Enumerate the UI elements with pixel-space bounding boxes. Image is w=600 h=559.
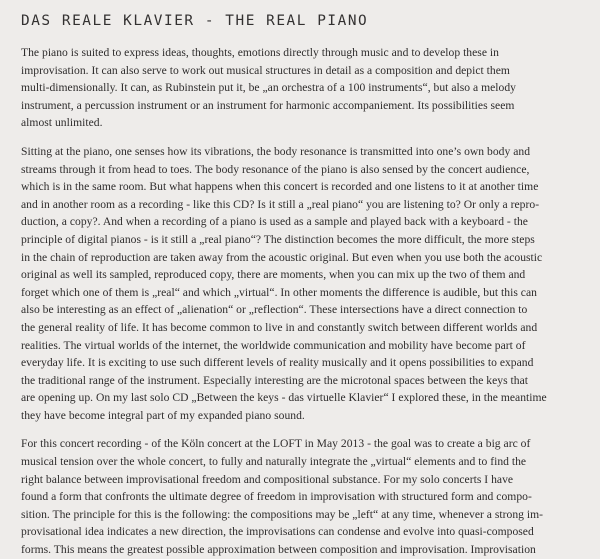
body-text <box>21 44 582 559</box>
text-line: everyday life. It is exciting to use such different levels of reality musically and it opens possibilities to expand <box>21 356 534 370</box>
text-line: also be interesting as an effect of „alienation“ or „reflection“. These intersections have a direct connection to <box>21 303 528 317</box>
text-line: realities. The virtual worlds of the internet, the worldwide communication and mobility have become part of <box>21 338 526 352</box>
text-line: Sitting at the piano, one senses how its vibrations, the body resonance is transmitted into one’s own body and <box>21 144 531 158</box>
text-line: the traditional range of the instrument. Especially interesting are the microtonal spaces between the keys that <box>21 373 529 387</box>
text-line: improvisation. It can also serve to work out musical structures in detail as a composition and depict them <box>21 63 510 77</box>
text-line: original as well its sampled, reproduced copy, there are moments, when you can mix up the two of them and <box>21 268 526 282</box>
text-line: musical tension over the whole concert, to fully and naturally integrate the „virtual“ elements and to find the <box>21 455 527 469</box>
text-line: they have become integral part of my expanded piano sound. <box>21 408 305 422</box>
text-line: multi-dimensionally. It can, as Rubinstein put it, be „an orchestra of a 100 instruments“, but also a melody <box>21 81 517 95</box>
text-line: duction, a copy?. And when a recording of a piano is used as a sample and played back with a keyboard - the <box>21 215 528 229</box>
text-line: and in another room as a recording - like this CD? Is it still a „real piano“ you are listening to? Or only a repro- <box>21 197 540 211</box>
text-line: in the chain of reproduction are taken away from the acoustic original. But even when you use both the acoustic <box>21 250 543 264</box>
paragraph-3 <box>21 435 582 558</box>
text-line: provisational idea indicates a new direction, the improvisations can condense and evolve into quasi-composed <box>21 525 534 539</box>
text-line: forget which one of them is „real“ and which „virtual“. In other moments the difference is audible, but this can <box>21 285 537 299</box>
text-line: For this concert recording - of the Köln concert at the LOFT in May 2013 - the goal was to create a big arc of <box>21 437 531 451</box>
text-line: right balance between improvisational freedom and compositional substance. For my solo concerts I have <box>21 472 514 486</box>
text-line: almost unlimited. <box>21 116 103 130</box>
text-line: the general reality of life. It has become common to live in and constantly switch between different worlds and <box>21 320 538 334</box>
text-line: The piano is suited to express ideas, thoughts, emotions directly through music and to develop these in <box>21 46 499 59</box>
text-line: forms. This means the greatest possible approximation between composition and improvisation. Improvisation <box>21 543 536 557</box>
text-line: found a form that confronts the ultimate degree of freedom in improvisation with structured form and compo- <box>21 490 532 504</box>
paragraph-2 <box>21 143 582 425</box>
text-line: principle of digital pianos - is it still a „real piano“? The distinction becomes the more difficult, the more steps <box>21 232 535 246</box>
text-line: which is in the same room. But what happens when this concert is recorded and one listens to it at another time <box>21 180 539 194</box>
page-title: DAS REALE KLAVIER - THE REAL PIANO <box>21 13 369 29</box>
text-line: sition. The principle for this is the following: the compositions may be „left“ at any time, whenever a strong im- <box>21 507 544 521</box>
paragraph-1 <box>21 44 582 132</box>
text-line: instrument, a percussion instrument or an instrument for harmonic accompaniement. Its possibilities seem <box>21 98 515 112</box>
text-line: streams through it from head to toes. The body resonance of the piano is also sensed by the concert audience, <box>21 162 530 176</box>
text-line: are opening up. On my last solo CD „Between the keys - das virtuelle Klavier“ I explored these, in the meantime <box>21 391 547 405</box>
